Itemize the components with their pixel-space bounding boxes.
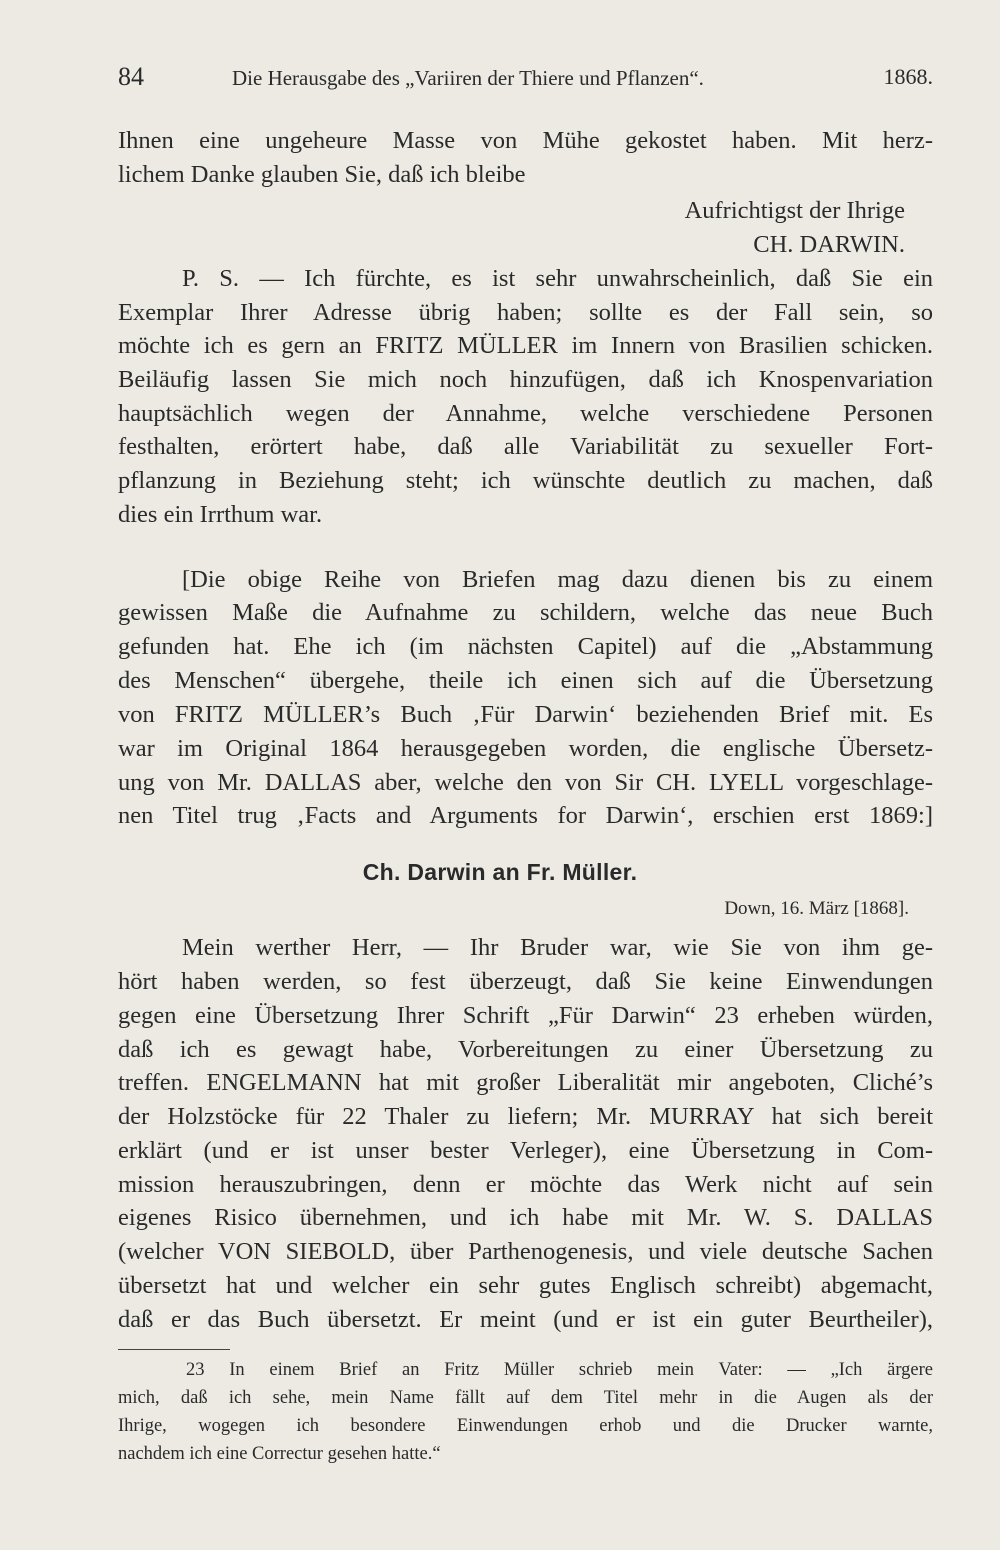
text-line: lichem Danke glauben Sie, daß ich bleibe (118, 161, 526, 188)
text-line: treffen. ENGELMANN hat mit großer Liberalität mir angeboten, Cliché’s (118, 1069, 933, 1096)
running-title: Die Herausgabe des „Variiren der Thiere und Pflanzen“. (232, 66, 704, 90)
letter-closing: Aufrichtigst der Ihrige (684, 197, 905, 224)
text-line: war im Original 1864 herausgegeben worden, die englische Übersetz- (118, 735, 933, 762)
text-line: gewissen Maße die Aufnahme zu schildern, welche das neue Buch (118, 599, 933, 626)
text-line: nen Titel trug ‚Facts and Arguments for Darwin‘, erschien erst 1869:] (118, 802, 933, 829)
footnote-line: 23 In einem Brief an Fritz Müller schrieb mein Vater: — „Ich ärgere (186, 1360, 933, 1380)
text-line: möchte ich es gern an FRITZ MÜLLER im Innern von Brasilien schicken. (118, 332, 933, 359)
text-line: mission herauszubringen, denn er möchte das Werk nicht auf sein (118, 1171, 933, 1198)
text-line: dies ein Irrthum war. (118, 501, 323, 528)
text-line: [Die obige Reihe von Briefen mag dazu dienen bis zu einem (182, 566, 933, 593)
letter-signature: CH. DARWIN. (753, 231, 905, 258)
text-line: eigenes Risico übernehmen, und ich habe mit Mr. W. S. DALLAS (118, 1204, 933, 1231)
running-header (118, 62, 933, 96)
text-line: daß ich es gewagt habe, Vorbereitungen zu einer Übersetzung zu (118, 1036, 933, 1063)
footnote-line: mich, daß ich sehe, mein Name fällt auf dem Titel mehr in die Augen als der (118, 1388, 933, 1408)
text-line: Exemplar Ihrer Adresse übrig haben; sollte es der Fall sein, so (118, 299, 933, 326)
letter-title: Ch. Darwin an Fr. Müller. (362, 859, 638, 885)
text-line: P. S. — Ich fürchte, es ist sehr unwahrscheinlich, daß Sie ein (182, 265, 933, 292)
footnote-divider (118, 1349, 230, 1350)
page-number: 84 (118, 62, 144, 91)
text-line: Mein werther Herr, — Ihr Bruder war, wie Sie von ihm ge- (182, 934, 933, 961)
text-line: gegen eine Übersetzung Ihrer Schrift „Für Darwin“ 23 erheben würden, (118, 1002, 933, 1029)
text-line: Ihnen eine ungeheure Masse von Mühe gekostet haben. Mit herz- (118, 127, 933, 154)
footnote-line: Ihrige, wogegen ich besondere Einwendungen erhob und die Drucker warnte, (118, 1416, 933, 1436)
text-line: des Menschen“ übergehe, theile ich einen sich auf die Übersetzung (118, 667, 933, 694)
text-line: (welcher VON SIEBOLD, über Parthenogenesis, und viele deutsche Sachen (118, 1238, 933, 1265)
text-line: der Holzstöcke für 22 Thaler zu liefern; Mr. MURRAY hat sich bereit (118, 1103, 933, 1130)
text-line: Beiläufig lassen Sie mich noch hinzufügen, daß ich Knospenvariation (118, 366, 933, 393)
text-line: festhalten, erörtert habe, daß alle Variabilität zu sexueller Fort- (118, 433, 933, 460)
text-line: pflanzung in Beziehung steht; ich wünschte deutlich zu machen, daß (118, 467, 933, 494)
footnote-line: nachdem ich eine Correctur gesehen hatte.“ (118, 1444, 441, 1464)
text-line: hauptsächlich wegen der Annahme, welche verschiedene Personen (118, 400, 933, 427)
header-year: 1868. (883, 64, 933, 89)
text-line: daß er das Buch übersetzt. Er meint (und er ist ein guter Beurtheiler), (118, 1306, 933, 1333)
text-line: erklärt (und er ist unser bester Verleger), eine Übersetzung in Com- (118, 1137, 933, 1164)
text-line: übersetzt hat und welcher ein sehr gutes Englisch schreibt) abgemacht, (118, 1272, 933, 1299)
text-line: gefunden hat. Ehe ich (im nächsten Capitel) auf die „Abstammung (118, 633, 933, 660)
text-line: ung von Mr. DALLAS aber, welche den von Sir CH. LYELL vorgeschlage- (118, 769, 933, 796)
letter-dateline: Down, 16. März [1868]. (724, 898, 909, 919)
text-line: hört haben werden, so fest überzeugt, daß Sie keine Einwendungen (118, 968, 933, 995)
text-line: von FRITZ MÜLLER’s Buch ‚Für Darwin‘ beziehenden Brief mit. Es (118, 701, 933, 728)
